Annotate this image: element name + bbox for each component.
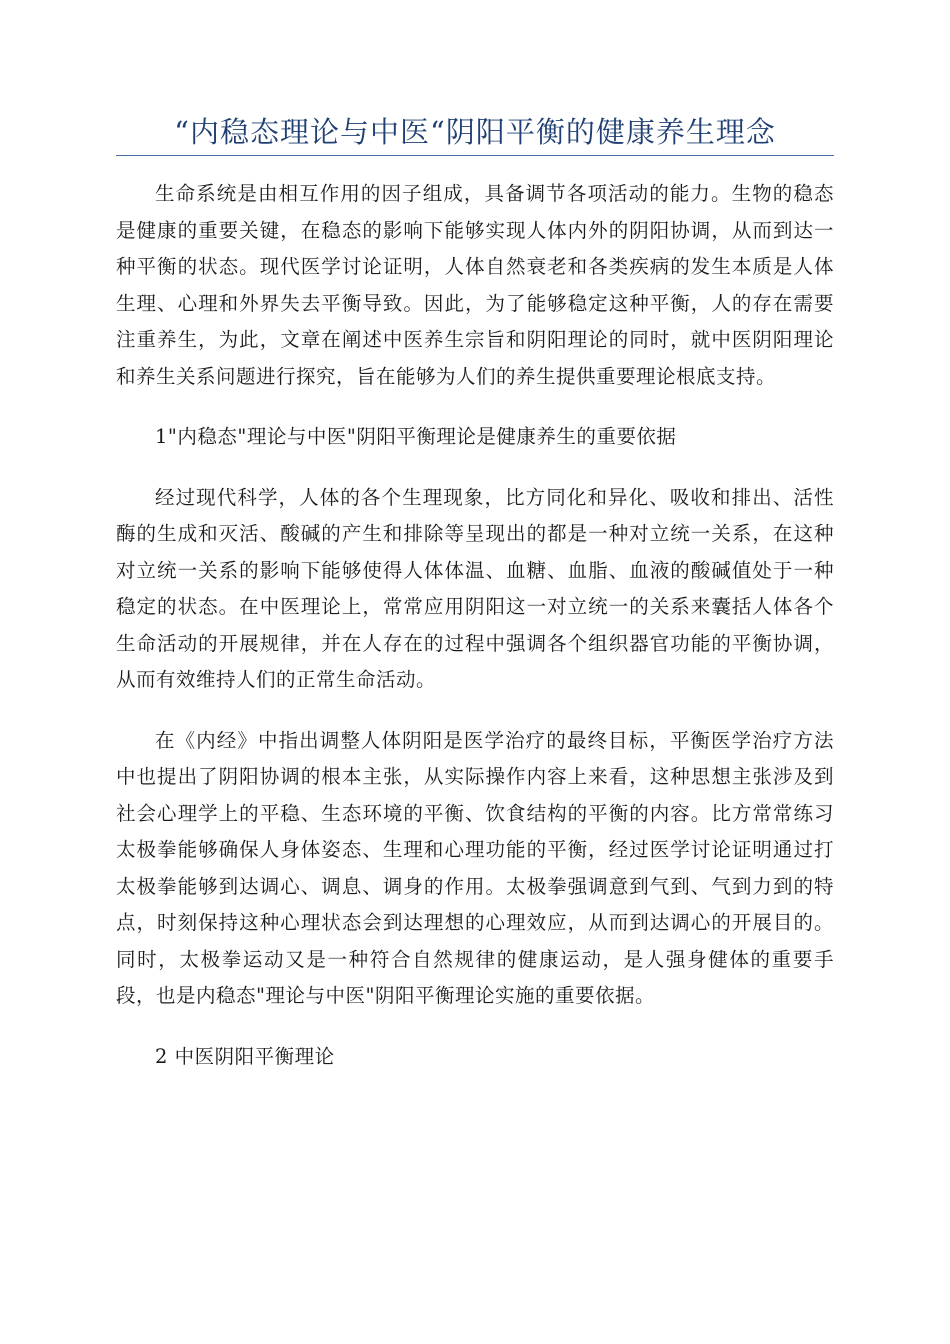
section-heading-1: 1"内稳态"理论与中医"阴阳平衡理论是健康养生的重要依据 <box>155 425 677 448</box>
title-underline <box>116 155 834 156</box>
paragraph-intro: 生命系统是由相互作用的因子组成，具备调节各项活动的能力。生物的稳态是健康的重要关键，在稳态的影响下能够实现人体内外的阴阳协调，从而到达一种平衡的状态。现代医学讨论证明，人体自然衰老和各类疾病的发生本质是人体生理、心理和外界失去平衡导致。因此，为了能够稳定这种平衡，人的存在需要注重养生，为此，文章在阐述中医养生宗旨和阴阳理论的同时，就中医阴阳理论和养生关系问题进行探究，旨在能够为人们的养生提供重要理论根底支持。 <box>116 182 834 388</box>
paragraph-neijing: 在《内经》中指出调整人体阴阳是医学治疗的最终目标，平衡医学治疗方法中也提出了阴阳协调的根本主张，从实际操作内容上来看，这种思想主张涉及到社会心理学上的平稳、生态环境的平衡、饮食结构的平衡的内容。比方常常练习太极拳能够确保人身体姿态、生理和心理功能的平衡，经过医学讨论证明通过打太极拳能够到达调心、调息、调身的作用。太极拳强调意到气到、气到力到的特点，时刻保持这种心理状态会到达理想的心理效应，从而到达调心的开展目的。同时，太极拳运动又是一种符合自然规律的健康运动，是人强身健体的重要手段，也是内稳态"理论与中医"阴阳平衡理论实施的重要依据。 <box>116 728 834 1007</box>
section-heading-2: 2 中医阴阳平衡理论 <box>155 1044 335 1068</box>
paragraph-modern-science: 经过现代科学，人体的各个生理现象，比方同化和异化、吸收和排出、活性酶的生成和灭活、酸碱的产生和排除等呈现出的都是一种对立统一关系，在这种对立统一关系的影响下能够使得人体体温、血糖、血脂、血液的酸碱值处于一种稳定的状态。在中医理论上，常常应用阴阳这一对立统一的关系来囊括人体各个生命活动的开展规律，并在人存在的过程中强调各个组织器官功能的平衡协调，从而有效维持人们的正常生命活动。 <box>116 485 834 691</box>
document-body <box>116 176 834 1075</box>
document-title: “内稳态理论与中医“阴阳平衡的健康养生理念 <box>174 115 776 149</box>
